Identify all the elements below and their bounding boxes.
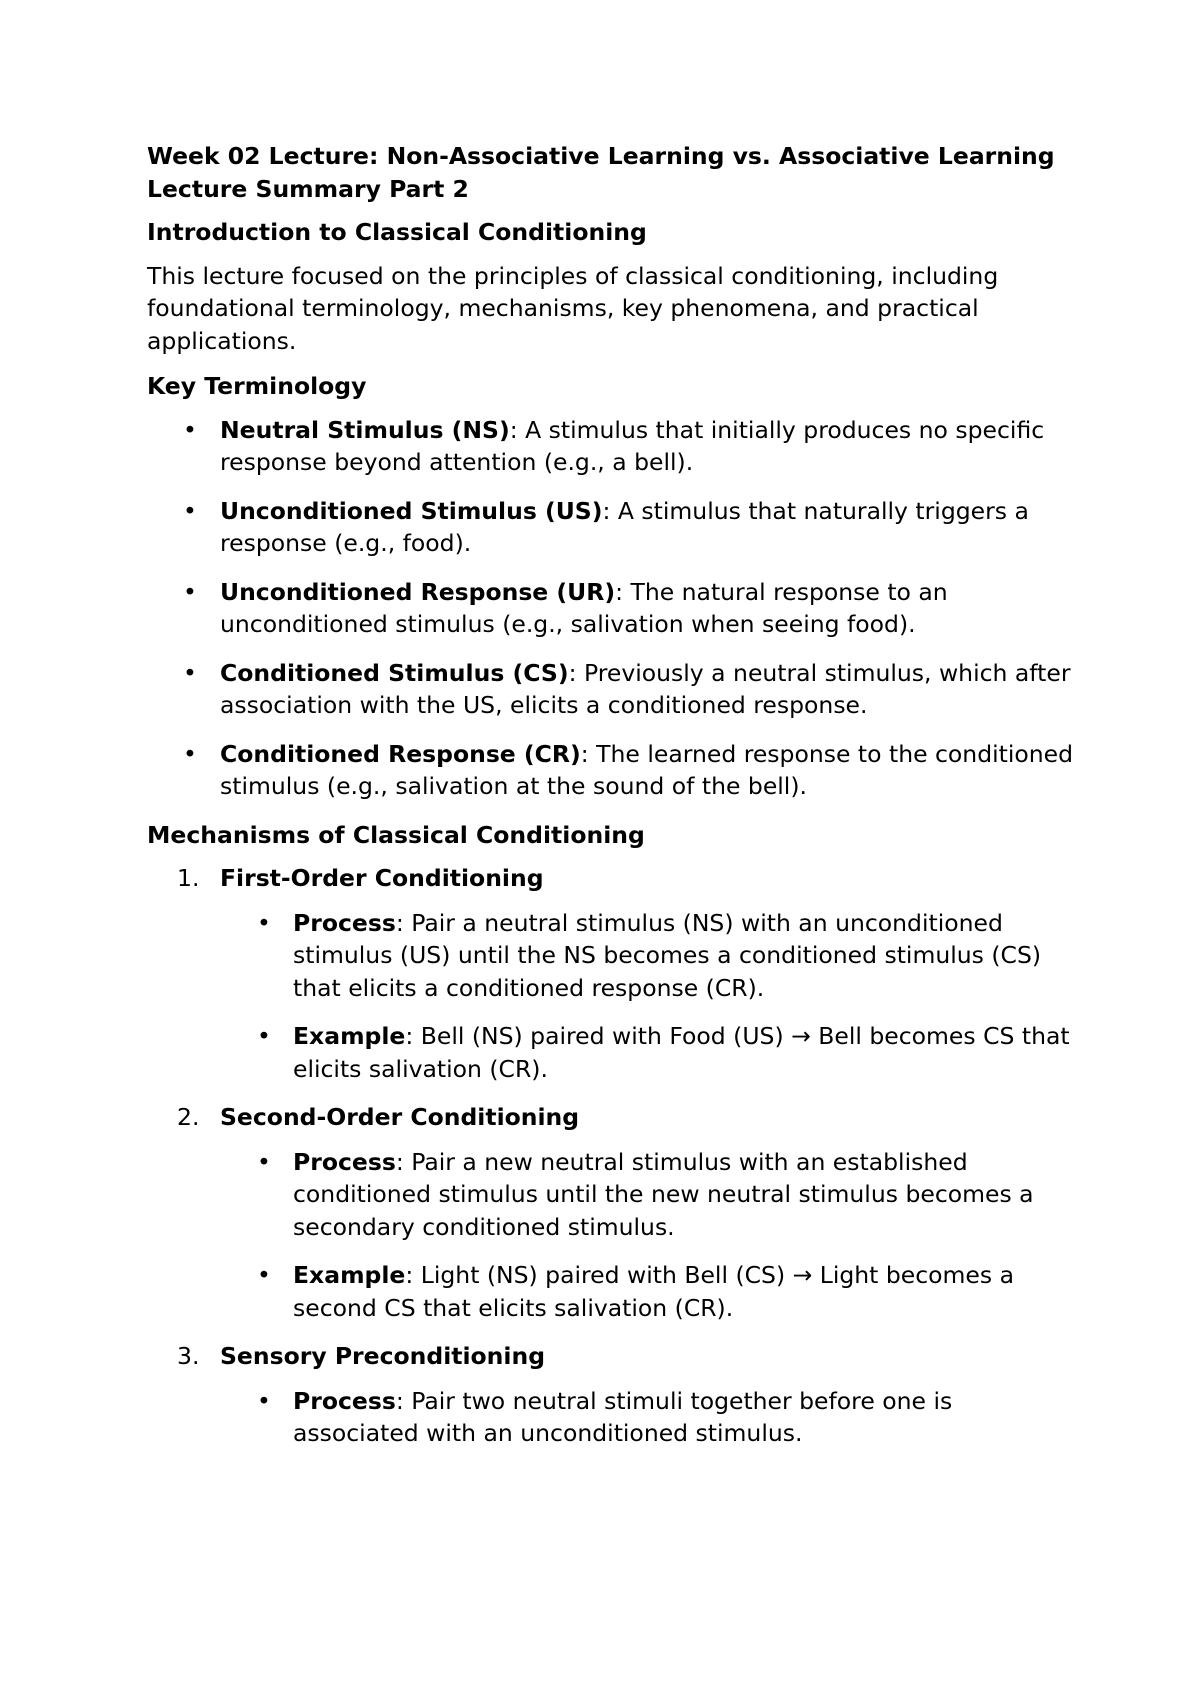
- term-item: [147, 495, 1077, 560]
- point-label: Process: [293, 1147, 396, 1176]
- mechanism-item: [147, 1101, 1077, 1324]
- mechanism-points: [220, 1146, 1077, 1325]
- bullet-icon: •: [257, 1386, 271, 1415]
- term-description: : The natural response to an unconditioned stimulus (e.g., salivation when seeing food).: [220, 577, 948, 638]
- term-description: : A stimulus that initially produces no specific response beyond attention (e.g., a bell).: [220, 415, 1045, 476]
- bullet-icon: •: [183, 739, 197, 768]
- bullet-icon: •: [257, 1022, 271, 1050]
- mechanism-point: [220, 1385, 1077, 1450]
- bullet-icon: •: [183, 496, 197, 525]
- point-label: Process: [293, 908, 396, 937]
- mechanism-point: [220, 907, 1077, 1005]
- bullet-icon: •: [183, 415, 197, 444]
- mechanism-title: First-Order Conditioning: [220, 864, 544, 892]
- point-text: : Light (NS) paired with Bell (CS) → Light becomes a second CS that elicits salivation (CR).: [293, 1261, 1014, 1322]
- term-item: [147, 657, 1077, 722]
- term-item: [147, 738, 1077, 803]
- bullet-icon: •: [257, 908, 271, 937]
- bullet-icon: •: [257, 1261, 271, 1289]
- list-number: 1.: [177, 864, 200, 892]
- bullet-icon: •: [257, 1147, 271, 1176]
- term-label: Unconditioned Response (UR): [220, 577, 616, 606]
- term-description: : The learned response to the conditioned stimulus (e.g., salivation at the sound of the bell).: [220, 739, 1074, 800]
- mechanism-point: [220, 1259, 1077, 1324]
- term-description: : A stimulus that naturally triggers a response (e.g., food).: [220, 496, 1029, 557]
- document-title: Week 02 Lecture: Non-Associative Learning vs. Associative Learning Lecture Summary Part 2: [147, 142, 1055, 203]
- term-description: : Previously a neutral stimulus, which after association with the US, elicits a conditioned response.: [220, 658, 1071, 719]
- mechanism-points: [220, 1385, 1077, 1450]
- bullet-icon: •: [183, 577, 197, 606]
- mechanism-point: [220, 1146, 1077, 1244]
- intro-heading: Introduction to Classical Conditioning: [147, 218, 647, 246]
- point-label: Example: [293, 1022, 406, 1050]
- term-label: Unconditioned Stimulus (US): [220, 496, 603, 525]
- intro-paragraph: This lecture focused on the principles of classical conditioning, including foundational terminology, mechanisms, key phenomena, and practical applications.: [147, 261, 999, 355]
- term-item: [147, 576, 1077, 641]
- point-text: : Bell (NS) paired with Food (US) → Bell becomes CS that elicits salivation (CR).: [293, 1022, 1070, 1083]
- term-item: [147, 414, 1077, 479]
- bullet-icon: •: [183, 658, 197, 687]
- point-text: : Pair a neutral stimulus (NS) with an unconditioned stimulus (US) until the NS becomes a conditioned stimulus (CS) that elicits a conditioned response (CR).: [293, 908, 1042, 1002]
- point-text: : Pair two neutral stimuli together before one is associated with an unconditioned stimulus.: [293, 1386, 953, 1447]
- mechanism-title: Sensory Preconditioning: [220, 1342, 546, 1370]
- point-text: : Pair a new neutral stimulus with an established conditioned stimulus until the new neutral stimulus becomes a secondary conditioned stimulus.: [293, 1147, 1034, 1241]
- mechanism-points: [220, 907, 1077, 1086]
- terminology-list: [147, 414, 1077, 803]
- mechanisms-heading: Mechanisms of Classical Conditioning: [147, 820, 645, 849]
- mechanism-point: [220, 1020, 1077, 1085]
- mechanism-title: Second-Order Conditioning: [220, 1103, 580, 1131]
- point-label: Example: [293, 1261, 406, 1289]
- document-page: [147, 140, 1077, 1466]
- term-label: Neutral Stimulus (NS): [220, 415, 510, 444]
- mechanism-item: [147, 862, 1077, 1085]
- term-label: Conditioned Stimulus (CS): [220, 658, 569, 687]
- point-label: Process: [293, 1386, 396, 1415]
- list-number: 2.: [177, 1103, 200, 1131]
- mechanism-item: [147, 1340, 1077, 1450]
- list-number: 3.: [177, 1342, 200, 1370]
- terminology-heading: Key Terminology: [147, 372, 367, 400]
- term-label: Conditioned Response (CR): [220, 739, 581, 768]
- mechanisms-list: [147, 862, 1077, 1450]
